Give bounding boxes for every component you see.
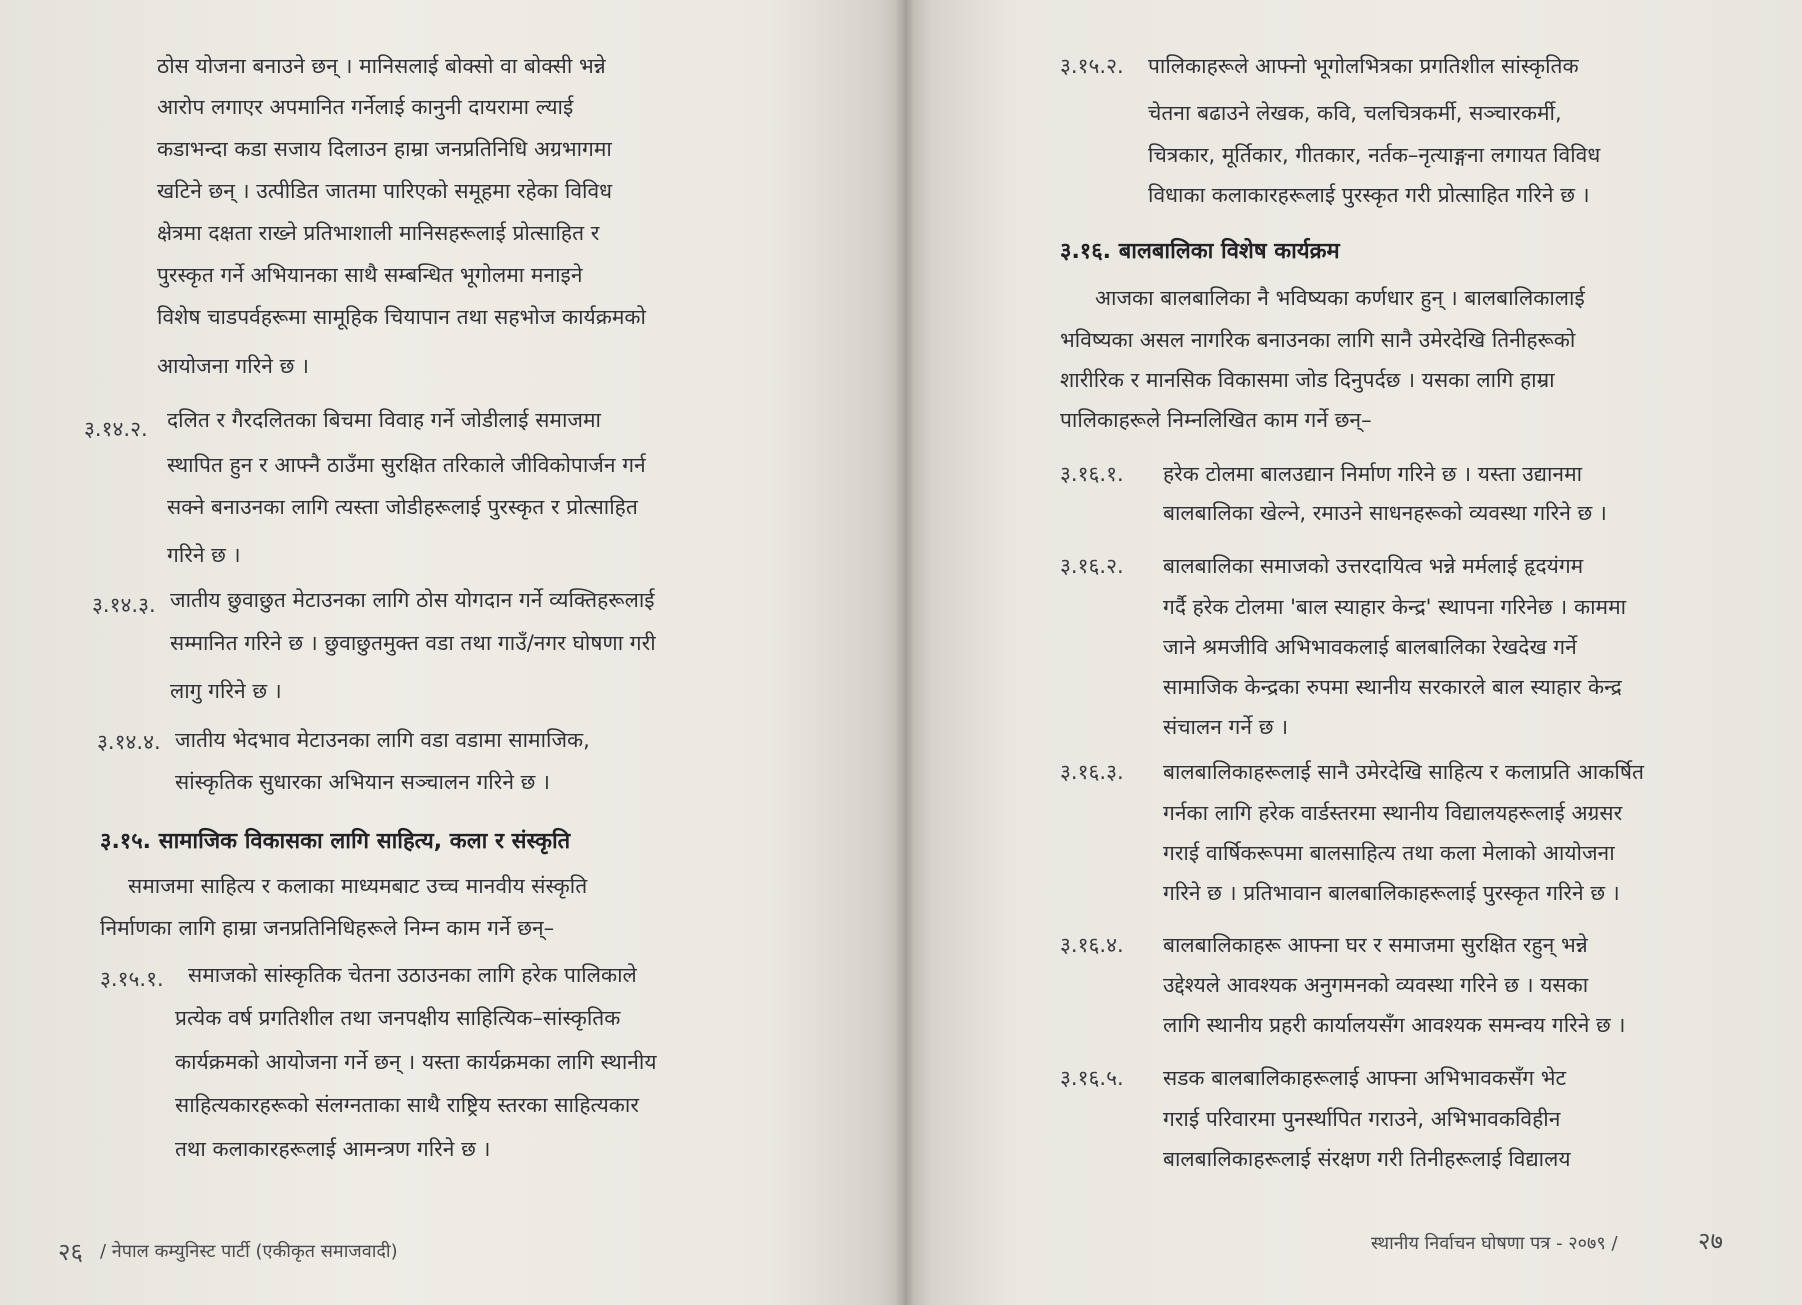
item-line: पालिकाहरूले आफ्नो भूगोलभित्रका प्रगतिशील सांस्कृतिक — [1148, 54, 1579, 78]
left-page-number: २६ — [58, 1238, 83, 1266]
item-line: जातीय छुवाछुत मेटाउनका लागि ठोस योगदान गर्ने व्यक्तिहरूलाई — [170, 588, 655, 612]
section-intro-line: पालिकाहरूले निम्नलिखित काम गर्ने छन्– — [1060, 408, 1372, 432]
right-page-number: २७ — [1698, 1227, 1723, 1255]
item-number: ३.१५.२. — [1060, 54, 1124, 78]
section-intro-line: भविष्यका असल नागरिक बनाउनका लागि सानै उमेरदेखि तिनीहरूको — [1060, 328, 1576, 352]
item-line: सक्ने बनाउनका लागि त्यस्ता जोडीहरूलाई पुरस्कृत र प्रोत्साहित — [167, 495, 638, 519]
item-line: सम्मानित गरिने छ । छुवाछुतमुक्त वडा तथा गाउँ/नगर घोषणा गरी — [170, 631, 656, 655]
item-line: बालबालिका खेल्ने, रमाउने साधनहरूको व्यवस्था गरिने छ । — [1163, 501, 1607, 525]
section-intro-line: शारीरिक र मानसिक विकासमा जोड दिनुपर्दछ । यसका लागि हाम्रा — [1060, 368, 1555, 392]
left-intro-line: ठोस योजना बनाउने छन् । मानिसलाई बोक्सो वा बोक्सी भन्ने — [157, 54, 606, 78]
item-number: ३.१६.१. — [1060, 462, 1124, 486]
item-line: सांस्कृतिक सुधारका अभियान सञ्चालन गरिने छ । — [175, 770, 551, 794]
item-number: ३.१५.१. — [100, 967, 164, 991]
item-line: लागु गरिने छ । — [170, 679, 282, 703]
item-line: हरेक टोलमा बालउद्यान निर्माण गरिने छ । यस्ता उद्यानमा — [1163, 462, 1583, 486]
section-heading: ३.१६. बालबालिका विशेष कार्यक्रम — [1060, 239, 1340, 264]
item-line: गराई परिवारमा पुनर्स्थापित गराउने, अभिभावकविहीन — [1163, 1107, 1561, 1131]
item-number: ३.१६.२. — [1060, 554, 1124, 578]
section-intro-line: आजका बालबालिका नै भविष्यका कर्णधार हुन् । बालबालिकालाई — [1095, 286, 1585, 310]
item-line: गर्नका लागि हरेक वार्डस्तरमा स्थानीय विद्यालयहरूलाई अग्रसर — [1163, 801, 1623, 825]
section-intro-line: निर्माणका लागि हाम्रा जनप्रतिनिधिहरूले निम्न काम गर्ने छन्– — [100, 916, 555, 940]
item-number: ३.१४.३. — [92, 593, 156, 617]
item-line: संचालन गर्ने छ । — [1163, 715, 1289, 739]
left-footer-text: / नेपाल कम्युनिस्ट पार्टी (एकीकृत समाजवादी) — [100, 1241, 398, 1262]
left-intro-line: क्षेत्रमा दक्षता राख्ने प्रतिभाशाली मानिसहरूलाई प्रोत्साहित र — [157, 221, 600, 245]
item-number: ३.१४.२. — [84, 417, 148, 441]
item-line: गरिने छ । — [167, 543, 241, 567]
item-line: बालबालिकाहरूलाई संरक्षण गरी तिनीहरूलाई विद्यालय — [1163, 1147, 1571, 1171]
item-line: जाने श्रमजीवि अभिभावकलाई बालबालिका रेखदेख गर्ने — [1163, 635, 1577, 659]
item-line: साहित्यकारहरूको संलग्नताका साथै राष्ट्रिय स्तरका साहित्यकार — [175, 1093, 639, 1117]
item-line: समाजको सांस्कृतिक चेतना उठाउनका लागि हरेक पालिकाले — [188, 963, 637, 987]
right-footer-text: स्थानीय निर्वाचन घोषणा पत्र - २०७९ / — [1371, 1233, 1618, 1254]
left-intro-line: आरोप लगाएर अपमानित गर्नेलाई कानुनी दायरामा ल्याई — [157, 95, 574, 119]
item-line: चित्रकार, मूर्तिकार, गीतकार, नर्तक–नृत्याङ्गना लगायत विविध — [1148, 143, 1601, 167]
item-number: ३.१६.४. — [1060, 933, 1124, 957]
item-line: प्रत्येक वर्ष प्रगतिशील तथा जनपक्षीय साहित्यिक–सांस्कृतिक — [175, 1006, 621, 1030]
right-page — [905, 0, 1802, 1305]
item-line: सडक बालबालिकाहरूलाई आफ्ना अभिभावकसँग भेट — [1163, 1066, 1567, 1090]
item-line: बालबालिकाहरू आफ्ना घर र समाजमा सुरक्षित रहुन् भन्ने — [1163, 933, 1588, 957]
left-intro-line: कडाभन्दा कडा सजाय दिलाउन हाम्रा जनप्रतिनिधि अग्रभागमा — [157, 137, 612, 161]
item-line: गराई वार्षिकरूपमा बालसाहित्य तथा कला मेलाको आयोजना — [1163, 841, 1615, 865]
item-line: बालबालिकाहरूलाई सानै उमेरदेखि साहित्य र कलाप्रति आकर्षित — [1163, 760, 1644, 784]
left-intro-line: विशेष चाडपर्वहरूमा सामूहिक चियापान तथा सहभोज कार्यक्रमको — [157, 305, 646, 329]
item-line: तथा कलाकारहरूलाई आमन्त्रण गरिने छ । — [175, 1137, 491, 1161]
item-line: उद्देश्यले आवश्यक अनुगमनको व्यवस्था गरिने छ । यसका — [1163, 973, 1589, 997]
item-line: कार्यक्रमको आयोजना गर्ने छन् । यस्ता कार्यक्रमका लागि स्थानीय — [175, 1050, 657, 1074]
item-line: स्थापित हुन र आफ्नै ठाउँमा सुरक्षित तरिकाले जीविकोपार्जन गर्न — [167, 453, 646, 477]
item-line: गर्दै हरेक टोलमा 'बाल स्याहार केन्द्र' स्थापना गरिनेछ । काममा — [1163, 595, 1627, 619]
item-line: लागि स्थानीय प्रहरी कार्यालयसँग आवश्यक समन्वय गरिने छ । — [1163, 1013, 1626, 1037]
item-line: विधाका कलाकारहरूलाई पुरस्कृत गरी प्रोत्साहित गरिने छ । — [1148, 183, 1590, 207]
left-intro-line: पुरस्कृत गर्ने अभियानका साथै सम्बन्धित भूगोलमा मनाइने — [157, 263, 583, 287]
item-line: गरिने छ । प्रतिभावान बालबालिकाहरूलाई पुरस्कृत गरिने छ । — [1163, 881, 1620, 905]
item-line: दलित र गैरदलितका बिचमा विवाह गर्ने जोडीलाई समाजमा — [167, 408, 601, 432]
item-line: चेतना बढाउने लेखक, कवि, चलचित्रकर्मी, सञ्चारकर्मी, — [1148, 101, 1562, 125]
item-number: ३.१४.४. — [97, 730, 161, 754]
left-intro-line: आयोजना गरिने छ । — [157, 354, 309, 378]
item-number: ३.१६.३. — [1060, 760, 1124, 784]
item-number: ३.१६.५. — [1060, 1066, 1124, 1090]
item-line: जातीय भेदभाव मेटाउनका लागि वडा वडामा सामाजिक, — [175, 728, 590, 752]
section-intro-line: समाजमा साहित्य र कलाका माध्यमबाट उच्च मानवीय संस्कृति — [128, 874, 588, 898]
item-line: सामाजिक केन्द्रका रुपमा स्थानीय सरकारले बाल स्याहार केन्द्र — [1163, 675, 1622, 699]
book-gutter — [895, 0, 915, 1305]
section-heading: ३.१५. सामाजिक विकासका लागि साहित्य, कला र संस्कृति — [100, 829, 571, 854]
item-line: बालबालिका समाजको उत्तरदायित्व भन्ने मर्मलाई हृदयंगम — [1163, 554, 1584, 578]
left-intro-line: खटिने छन् । उत्पीडित जातमा पारिएको समूहमा रहेका विविध — [157, 179, 613, 203]
